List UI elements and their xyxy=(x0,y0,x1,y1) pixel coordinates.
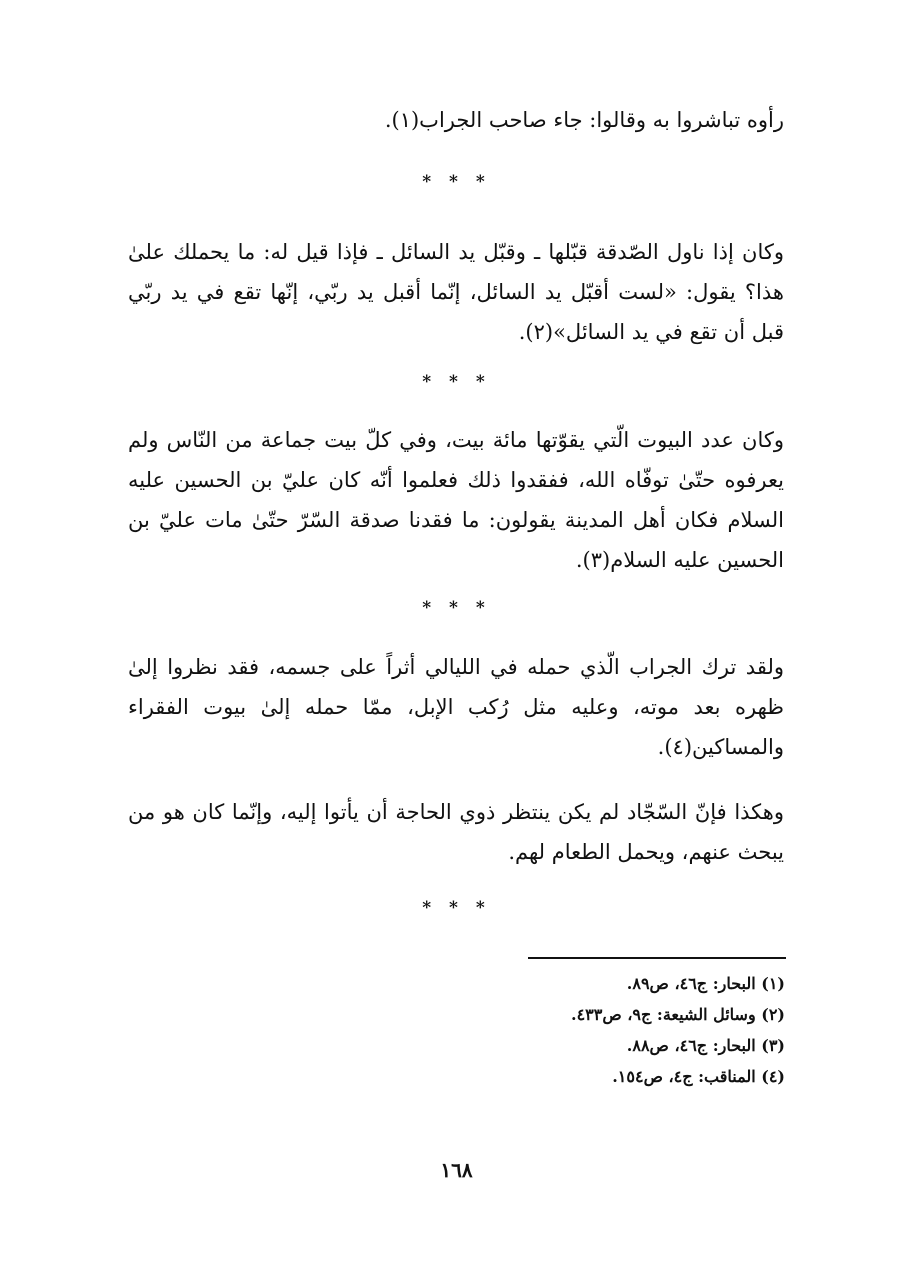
section-separator-1: * * * xyxy=(422,172,491,192)
footnote-4: (٤) المناقب: ج٤، ص١٥٤. xyxy=(612,1067,785,1086)
footnote-3: (٣) البحار: ج٤٦، ص٨٨. xyxy=(626,1036,785,1055)
paragraph-4: ولقد ترك الجراب الّذي حمله في الليالي أثراً على جسمه، فقد نظروا إلىٰ ظهره بعد موته، وعليه مثل رُكب الإبل، ممّا حمله إلىٰ بيوت الفقراء والمساكين(٤). xyxy=(128,655,785,759)
paragraph-5: وهكذا فإنّ السّجّاد لم يكن ينتظر ذوي الحاجة أن يأتوا إليه، وإنّما كان هو من يبحث عنهم، ويحمل الطعام لهم. xyxy=(128,800,784,864)
footnote-1: (١) البحار: ج٤٦، ص٨٩. xyxy=(626,974,785,993)
footnote-2: (٢) وسائل الشيعة: ج٩، ص٤٣٣. xyxy=(570,1005,785,1024)
paragraph-1: رأوه تباشروا به وقالوا: جاء صاحب الجراب(١). xyxy=(384,108,784,132)
paragraph-2: وكان إذا ناول الصّدقة قبّلها ـ وقبّل يد السائل ـ فإذا قيل له: ما يحملك علىٰ هذا؟ يقول: «لست أقبّل يد السائل، إنّما أقبل يد ربّي، إنّها تقع في يد ربّي قبل أن تقع في يد السائل»(٢). xyxy=(128,240,784,344)
footnote-divider xyxy=(528,957,786,959)
page-number: ١٦٨ xyxy=(440,1158,473,1182)
section-separator-4: * * * xyxy=(422,898,491,918)
section-separator-3: * * * xyxy=(422,598,491,618)
section-separator-2: * * * xyxy=(422,372,491,392)
paragraph-3: وكان عدد البيوت الّتي يقوّتها مائة بيت، وفي كلّ بيت جماعة من النّاس ولم يعرفوه حتّىٰ توفّاه الله، ففقدوا ذلك فعلموا أنّه كان عليّ بن الحسين عليه السلام فكان أهل المدينة يقولون: ما فقدنا صدقة السّرّ حتّىٰ مات عليّ بن الحسين عليه السلام(٣). xyxy=(128,428,784,572)
footnotes-list xyxy=(185,968,785,1092)
